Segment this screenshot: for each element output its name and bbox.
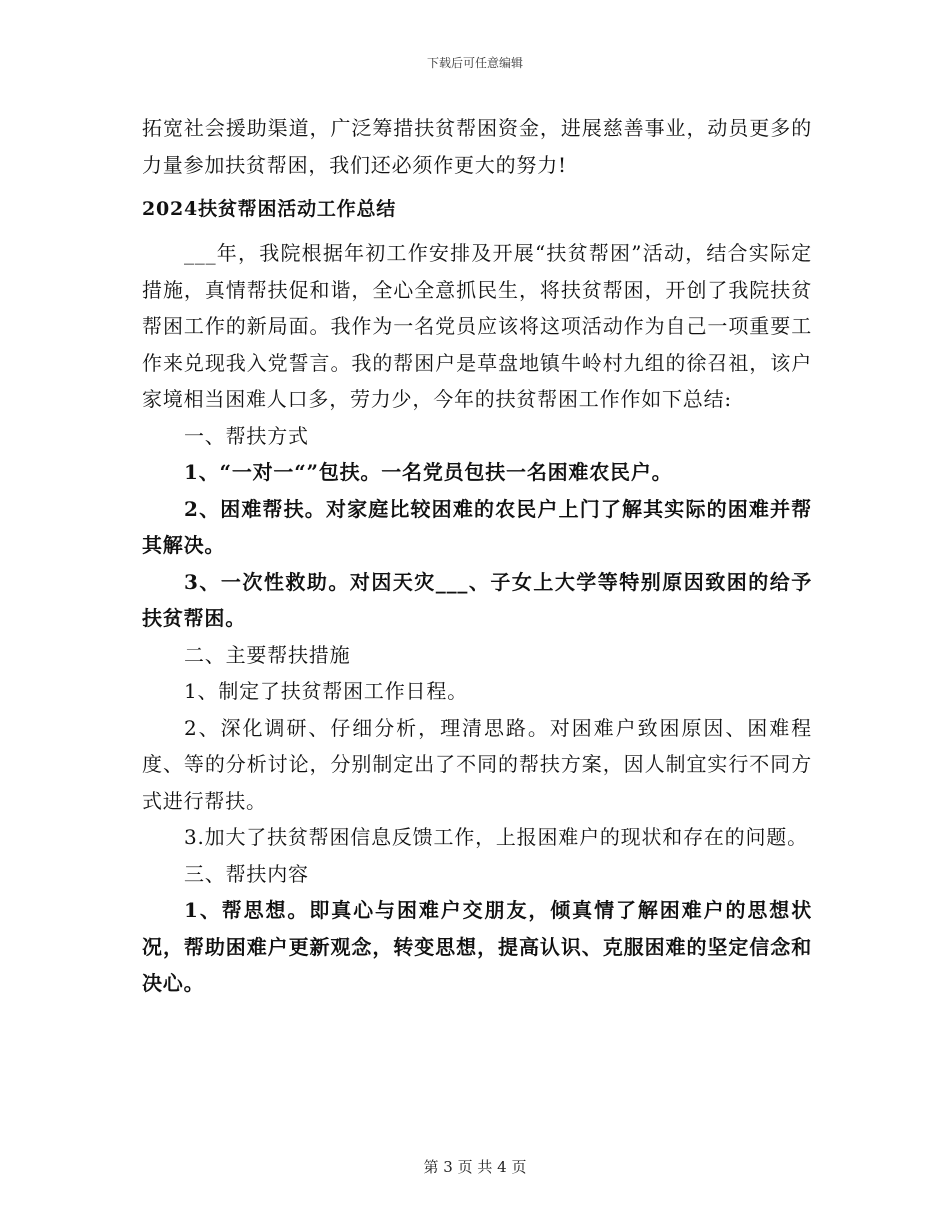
paragraph-item: 2、深化调研、仔细分析，理清思路。对困难户致困原因、困难程度、等的分析讨论，分别制定出了不同的帮扶方案，因人制宜实行不同方式进行帮扶。 bbox=[142, 715, 812, 813]
paragraph-item: 1、制定了扶贫帮困工作日程。 bbox=[184, 679, 468, 703]
page-number: 第 3 页 共 4 页 bbox=[423, 1158, 527, 1176]
paragraph-item: 1、帮思想。即真心与困难户交朋友，倾真情了解困难户的思想状况，帮助困难户更新观念，转变思想，提高认识、克服困难的坚定信念和决心。 bbox=[142, 898, 812, 995]
intro-paragraph: 拓宽社会援助渠道，广泛筹措扶贫帮困资金，进展慈善事业，动员更多的力量参加扶贫帮困，我们还必须作更大的努力! bbox=[142, 116, 812, 177]
document-title: 2024扶贫帮困活动工作总结 bbox=[142, 198, 397, 220]
paragraph-item: 1、“一对一“”包扶。一名党员包扶一名困难农民户。 bbox=[184, 460, 673, 484]
paragraph-item: 2、困难帮扶。对家庭比较困难的农民户上门了解其实际的困难并帮其解决。 bbox=[142, 496, 812, 557]
paragraph-overview: ___年，我院根据年初工作安排及开展“扶贫帮困”活动，结合实际定措施，真情帮扶促和谐，全心全意抓民生，将扶贫帮困，开创了我院扶贫帮困工作的新局面。我作为一名党员应该将这项活动作为自己一项重要工作来兑现我入党誓言。我的帮困户是草盘地镇牛岭村九组的徐召祖，该户家境相当困难人口多，劳力少，今年的扶贫帮困工作作如下总结: bbox=[142, 241, 812, 411]
section-heading-2: 二、主要帮扶措施 bbox=[184, 642, 351, 667]
page-header: 下载后可任意编辑 bbox=[426, 56, 523, 70]
paragraph-item: 3、一次性救助。对因天灾___、子女上大学等特别原因致困的给予扶贫帮困。 bbox=[142, 569, 812, 630]
document-body bbox=[142, 110, 812, 1002]
section-heading-3: 三、帮扶内容 bbox=[184, 861, 309, 886]
section-heading-1: 一、帮扶方式 bbox=[184, 423, 309, 448]
paragraph-item: 3.加大了扶贫帮困信息反馈工作，上报困难户的现状和存在的问题。 bbox=[184, 825, 808, 849]
